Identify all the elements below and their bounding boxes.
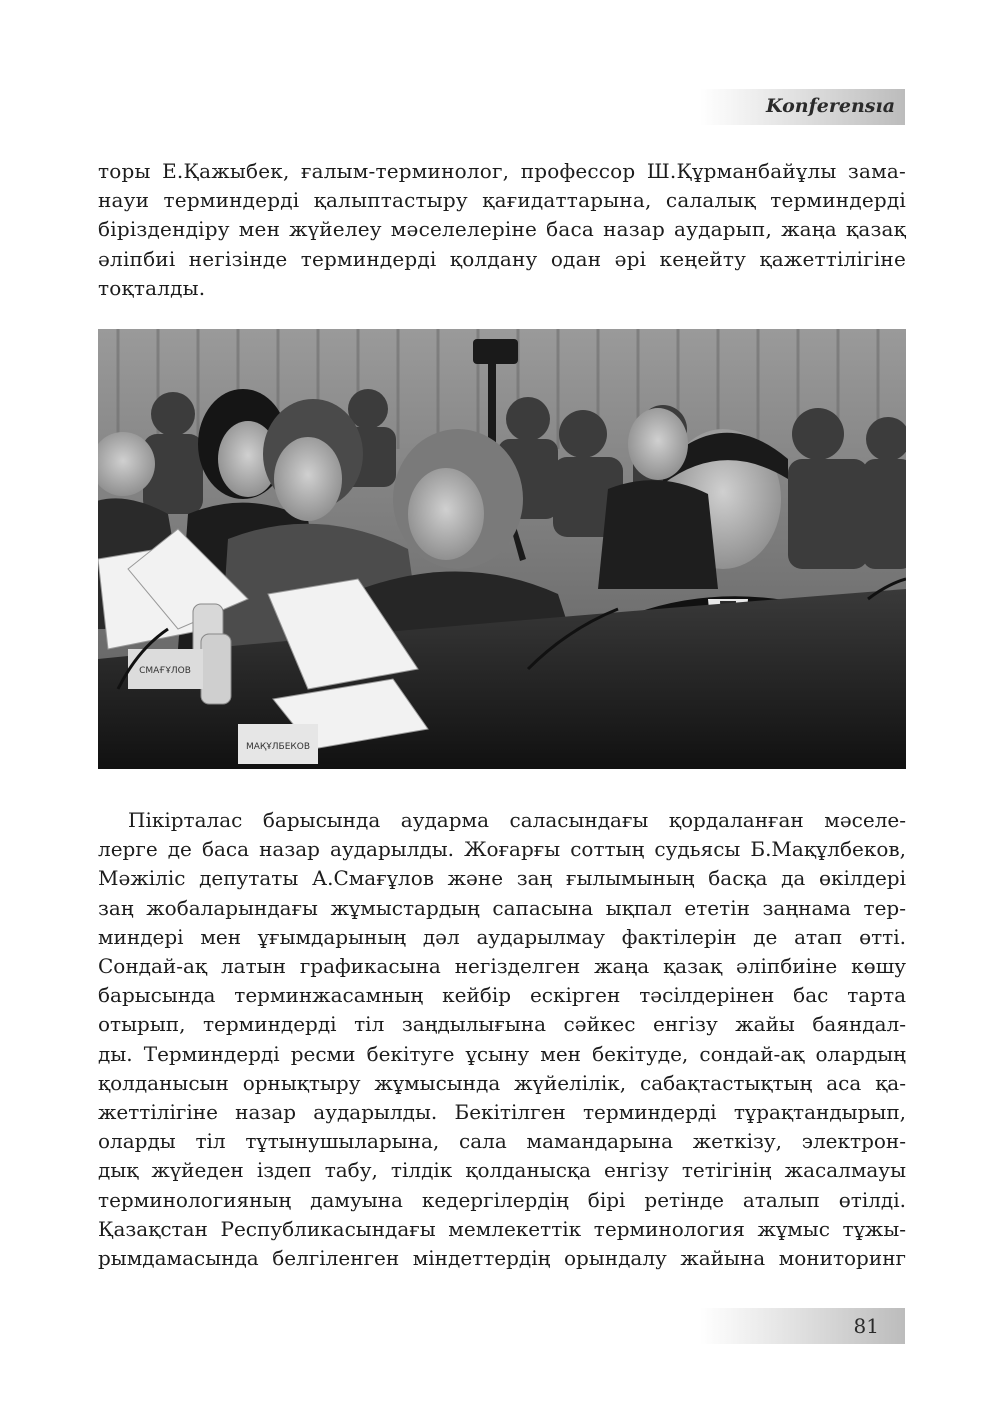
text-line: Пікірталас барысында аударма саласындағы қордаланған мәселе- bbox=[128, 808, 906, 832]
water-bottle bbox=[201, 634, 231, 704]
conference-photo-illustration bbox=[98, 329, 906, 769]
nameplate-text: МАҚҰЛБЕКОВ bbox=[245, 742, 311, 752]
text-line: науи терминдерді қалыптастыру қағидаттарына, салалық терминдерді bbox=[98, 188, 906, 213]
text-line: Мәжіліс депутаты А.Смағұлов және заң ғылымының басқа да өкілдері bbox=[98, 866, 906, 891]
text-line: лерге де баса назар аударылды. Жоғарғы соттың судьясы Б.Мақұлбеков, bbox=[98, 837, 906, 862]
page-number-band bbox=[700, 1308, 905, 1344]
text-line: Сондай-ақ латын графикасына негізделген жаңа қазақ әліпбиіне көшу bbox=[98, 954, 906, 979]
section-header-band bbox=[700, 89, 905, 125]
text-line: ды. Терминдерді ресми бекітуге ұсыну мен бекітуде, сондай-ақ олардың bbox=[98, 1041, 906, 1066]
text-line: Қазақстан Республикасындағы мемлекеттік терминология жұмыс тұжы- bbox=[98, 1216, 906, 1241]
page-number: 81 bbox=[853, 1314, 879, 1338]
text-line: миндері мен ұғымдарының дәл аударылмау фактілерін де атап өтті. bbox=[98, 924, 906, 949]
paragraph-continued bbox=[98, 157, 906, 303]
text-line: біріздендіру мен жүйелеу мәселелеріне баса назар аударып, жаңа қазақ bbox=[98, 217, 906, 242]
text-line: барысында терминжасамның кейбір ескірген тәсілдерінен бас тарта bbox=[98, 983, 906, 1008]
text-line: торы Е.Қажыбек, ғалым-терминолог, профессор Ш.Құрманбайұлы зама- bbox=[98, 159, 906, 183]
conference-photo bbox=[98, 329, 906, 769]
text-line: әліпбиі негізінде терминдерді қолдану одан әрі кеңейту қажеттілігіне bbox=[98, 246, 906, 271]
nameplate bbox=[238, 724, 318, 764]
paragraph-main bbox=[98, 806, 906, 1273]
text-line: дық жүйеден іздеп табу, тілдік қолданысқа енгізу тетігінің жасалмауы bbox=[98, 1158, 906, 1183]
text-line: заң жобаларындағы жұмыстардың сапасына ықпал ететін заңнама тер- bbox=[98, 895, 906, 920]
text-line: қолданысын орнықтыру жұмысында жүйелілік, сабақтастықтың аса қа- bbox=[98, 1070, 906, 1095]
text-line: оларды тіл тұтынушыларына, сала мамандарына жеткізу, электрон- bbox=[98, 1129, 906, 1154]
text-line: рымдамасында белгіленген міндеттердің орындалу жайына мониторинг bbox=[98, 1246, 906, 1271]
text-line: жеттілігіне назар аударылды. Бекітілген терминдерді тұрақтандырып, bbox=[98, 1100, 906, 1125]
nameplate-text: СМАҒҰЛОВ bbox=[139, 666, 191, 676]
text-line: тоқталды. bbox=[98, 275, 206, 300]
text-line: отырып, терминдерді тіл заңдылығына сәйкес енгізу жайы баяндал- bbox=[98, 1012, 906, 1037]
section-title: Konferensıa bbox=[766, 95, 895, 117]
text-line: терминологияның дамуына кедергілердің бірі ретінде аталып өтілді. bbox=[98, 1187, 906, 1212]
